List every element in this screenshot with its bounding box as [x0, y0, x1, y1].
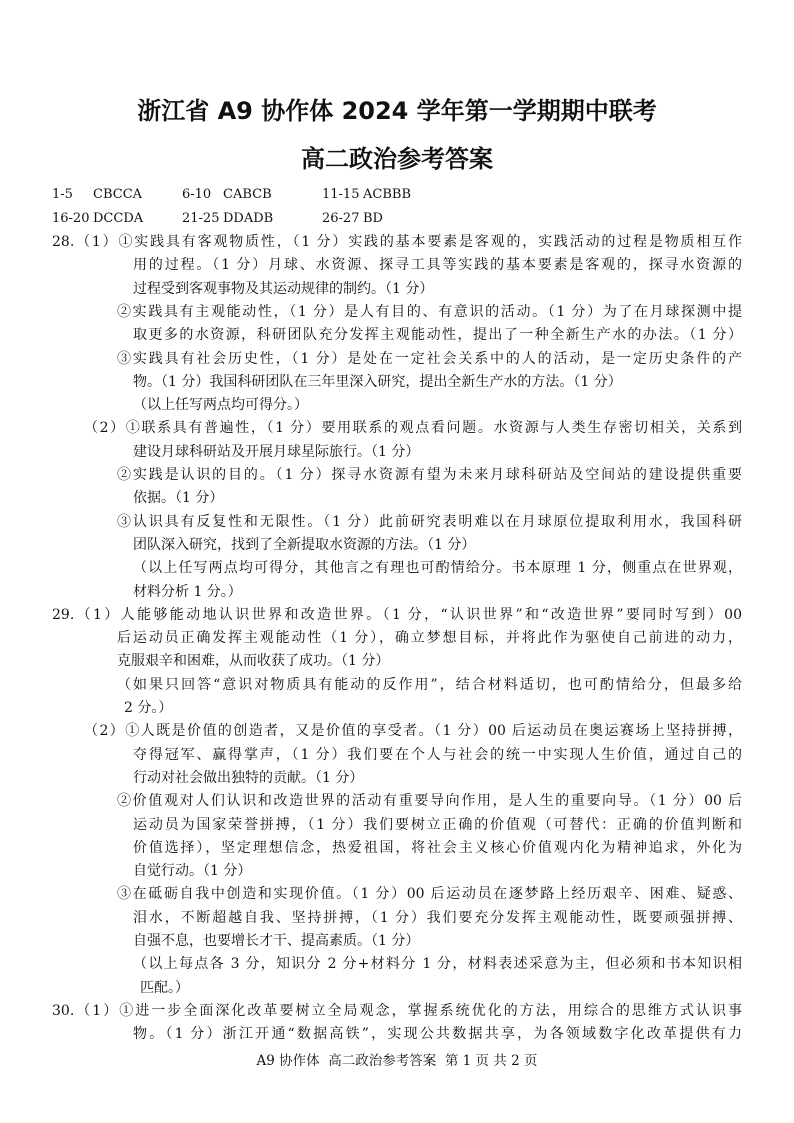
answer-line: 建设月球科研站及开展月球星际旅行。（1 分） — [133, 443, 420, 460]
answer-line: 2 分。） — [124, 700, 173, 716]
answer-line: 28.（1）①实践具有客观物质性，（1 分）实践的基本要素是客观的，实践活动的过程是物质相互作 — [52, 234, 742, 250]
answer-line: 物。（1 分）浙江开通“数据高铁”，实现公共数据共享，为各领域数字化改革提供有力 — [133, 1026, 742, 1043]
answer-line: （2）①联系具有普遍性，（1 分）要用联系的观点看问题。水资源与人类生存密切相关，关系到 — [84, 420, 742, 437]
answer-key-group — [182, 183, 272, 207]
answer-line: 自觉行动。（1 分） — [133, 863, 252, 880]
answer-line: 运动员为国家荣誉拼搏，（1 分）我们要树立正确的价值观（可替代：正确的价值判断和 — [133, 816, 742, 833]
answer-range: 16-20 — [52, 211, 90, 226]
answer-line: （以上任写两点均可得分。） — [133, 397, 308, 414]
answer-letters: BD — [363, 211, 383, 226]
answer-letters: CABCB — [223, 187, 272, 202]
answer-letters: DCCDA — [93, 211, 144, 226]
answer-range: 26-27 — [322, 211, 360, 226]
answer-key-group — [322, 207, 383, 231]
answer-line: ②实践是认识的目的。（1 分）探寻水资源有望为未来月球科研站及空间站的建设提供重要 — [117, 467, 742, 483]
answer-line: 自强不息，也要增长才干、提高素质。（1 分） — [133, 933, 420, 949]
answer-line: 取更多的水资源，科研团队充分发挥主观能动性，提出了一种全新生产水的办法。（1 分） — [133, 327, 742, 344]
answer-range: 11-15 — [322, 187, 360, 202]
answer-key-group — [322, 183, 411, 207]
answer-key-group — [52, 207, 143, 231]
document-subtitle: 高二政治参考答案 — [301, 145, 493, 173]
answer-line: ②实践具有主观能动性，（1 分）是人有目的、有意识的活动。（1 分）为了在月球探测中提 — [117, 303, 742, 320]
answer-line: 30.（1）①进一步全面深化改革要树立全局观念，掌握系统优化的方法，用综合的思维方式认识事 — [52, 1002, 742, 1019]
answer-line: 物。（1 分）我国科研团队在三年里深入研究，提出全新生产水的方法。（1 分） — [133, 373, 622, 390]
answer-line: 材料分析 1 分。） — [133, 583, 242, 600]
answer-line: 依据。（1 分） — [133, 490, 224, 507]
answer-line: （如果只回答“意识对物质具有能动的反作用”，结合材料适切，也可酌情给分，但最多给 — [117, 676, 742, 693]
page-footer: A9 协作体 高二政治参考答案 第 1 页 共 2 页 — [256, 1053, 538, 1069]
answer-line: 夺得冠军、赢得掌声，（1 分）我们要在个人与社会的统一中实现人生价值，通过自己的 — [133, 746, 742, 763]
answer-line: 价值选择），坚定理想信念，热爱祖国，将社会主义核心价值观内化为精神追求，外化为 — [133, 839, 742, 856]
answer-line: ③实践具有社会历史性，（1 分）是处在一定社会关系中的人的活动，是一定历史条件的产 — [117, 350, 742, 367]
answer-line: 泪水，不断超越自我、坚持拼搏，（1 分）我们要充分发挥主观能动性，既要顽强拼搏、 — [133, 909, 742, 926]
answer-line: 行动对社会做出独特的贡献。（1 分） — [133, 769, 364, 786]
answer-key-group — [182, 207, 273, 231]
answer-key-group — [52, 183, 142, 207]
answer-line: 团队深入研究，找到了全新提取水资源的方法。（1 分） — [133, 536, 476, 553]
answer-line: 过程受到客观事物及其运动规律的制约。（1 分） — [133, 280, 434, 297]
answer-range: 21-25 — [182, 211, 220, 226]
answer-letters: CBCCA — [93, 187, 143, 202]
answer-line: 匹配。） — [140, 979, 189, 996]
answer-letters: ACBBB — [363, 187, 411, 202]
answer-range: 1-5 — [52, 187, 73, 202]
answer-letters: DDADB — [223, 211, 274, 226]
answer-range: 6-10 — [182, 187, 212, 202]
answer-line: （以上每点各 3 分，知识分 2 分+材料分 1 分，材料表述采意为主，但必须和书本知识相 — [133, 956, 742, 973]
answer-line: ②价值观对人们认识和改造世界的活动有重要导向作用，是人生的重要向导。（1 分）00 后 — [117, 793, 742, 810]
answer-line: 用的过程。（1 分）月球、水资源、探寻工具等实践的基本要素是客观的，探寻水资源的 — [133, 257, 742, 274]
answer-line: 克服艰辛和困难，从而收获了成功。（1 分） — [117, 653, 390, 670]
answer-line: ③在砥砺自我中创造和实现价值。（1 分）00 后运动员在逐梦路上经历艰辛、困难、疑惑、 — [117, 886, 742, 903]
answer-line: 29.（1）人能够能动地认识世界和改造世界。（1 分，“认识世界”和“改造世界”要同时写到）00 — [52, 606, 742, 623]
answer-line: （以上任写两点均可得分，其他言之有理也可酌情给分。书本原理 1 分，侧重点在世界观， — [133, 560, 742, 577]
answer-line: （2）①人既是价值的创造者，又是价值的享受者。（1 分）00 后运动员在奥运赛场上坚持拼搏， — [84, 723, 742, 740]
answer-line: 后运动员正确发挥主观能动性（1 分），确立梦想目标，并将此作为驱使自己前进的动力， — [117, 630, 742, 647]
document-title: 浙江省 A9 协作体 2024 学年第一学期期中联考 — [137, 97, 657, 125]
answer-line: ③认识具有反复性和无限性。（1 分）此前研究表明难以在月球原位提取利用水，我国科研 — [117, 513, 742, 530]
